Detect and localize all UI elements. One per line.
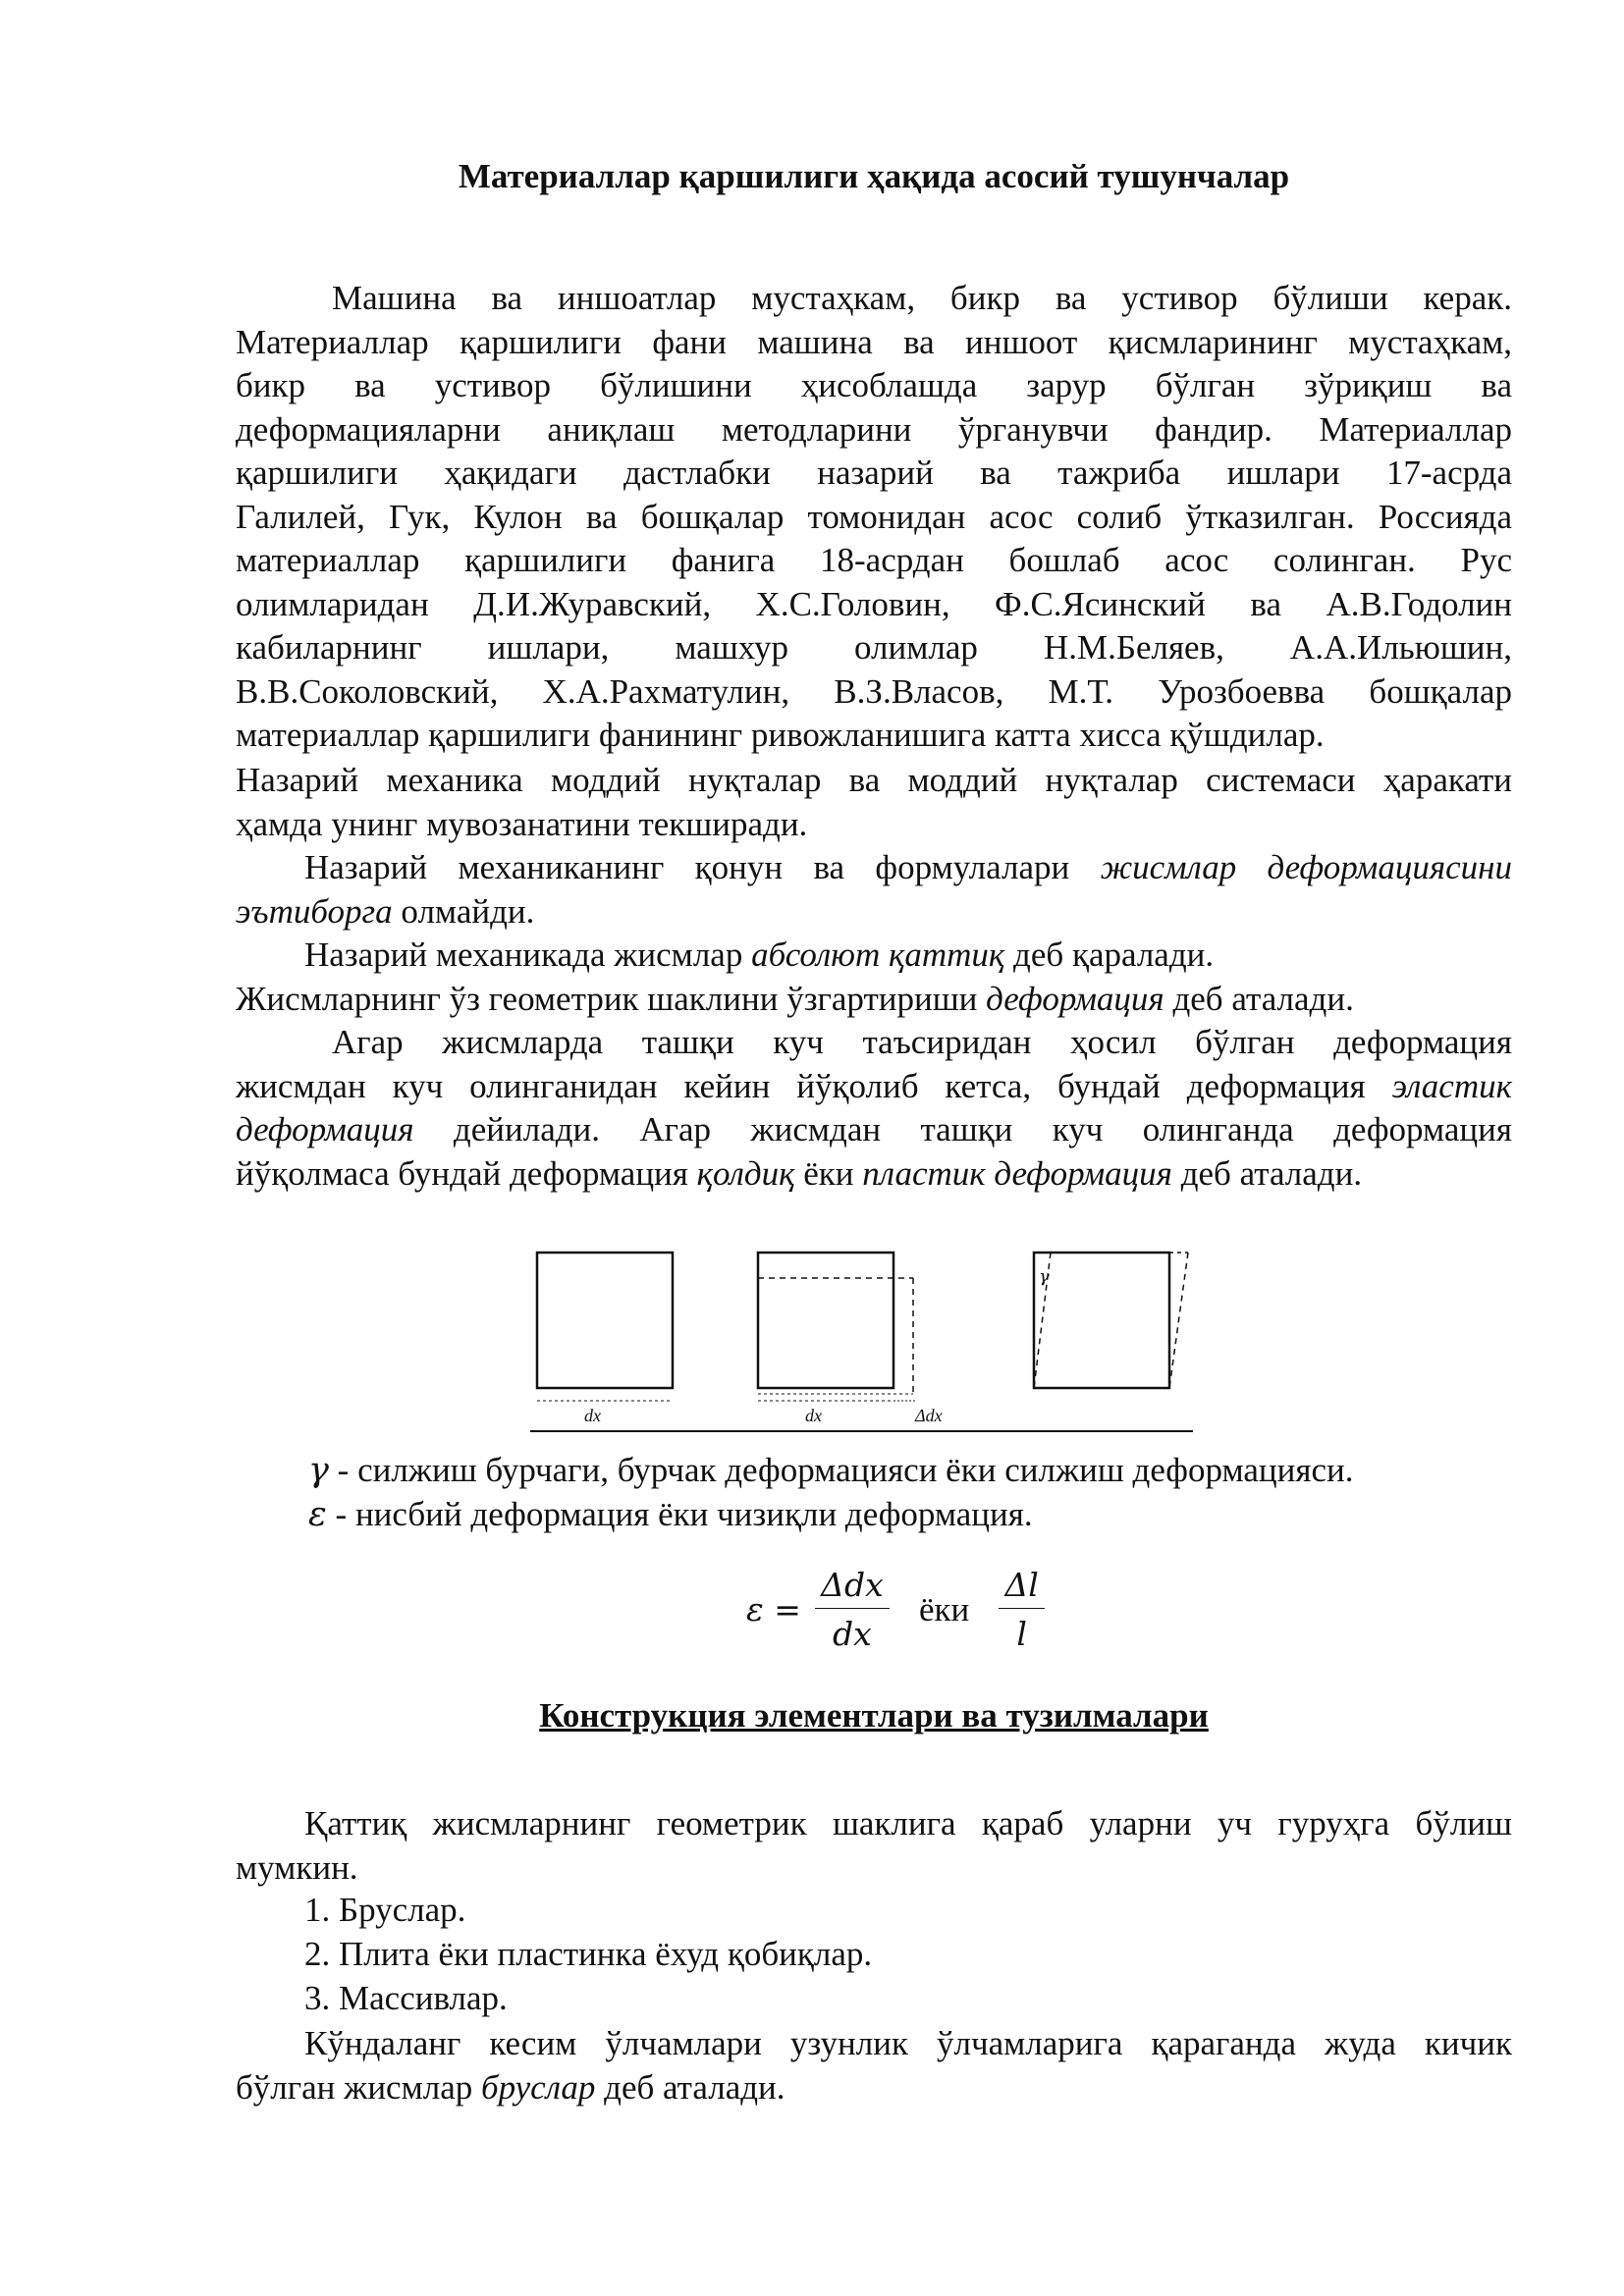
gamma-symbol: γ [308,1451,329,1490]
italic-term: жисмлар деформациясини [1100,848,1512,886]
mechanics-line: ҳамда унинг мувозанатини текширади. [236,804,808,843]
numerator: Δl [999,1566,1044,1609]
italic-term: бруслар [481,2067,596,2107]
sheared-square [1034,1253,1169,1388]
shear-right-dashed [1169,1253,1188,1388]
intro-line: материаллар қаршилиги фанининг ривожланишига катта хисса қўшдилар. [236,716,1325,754]
intro-line: олимларидан Д.И.Журавский, Х.С.Головин, Ф.С.Ясинский ва А.В.Годолин [236,584,1512,623]
deformation-line: Жисмларнинг ўз геометрик шаклини ўзгартириши деформация деб аталади. [236,979,1354,1018]
list-item: 2. Плита ёки пластинка ёхуд қобиқлар. [304,1935,873,1973]
document-title: Материаллар қаршилиги ҳақида асосий тушунчалар [458,157,1290,195]
intro-line: кабиларнинг ишлари, машхур олимлар Н.М.Беляев, А.А.Ильюшин, [236,628,1512,667]
gamma-label: γ [1039,1266,1050,1287]
law-paragraph [236,846,1512,934]
intro-line: қаршилиги ҳақидаги дастлабки назарий ва тажриба ишлари 17-асрда [236,454,1512,492]
intro-line: Материаллар қаршилиги фани машина ва иншоот қисмларининг мустаҳкам, [236,322,1512,361]
formula-lhs: ε = [746,1590,801,1629]
formula-or-word: ёки [918,1589,970,1629]
dx-label: dx [805,1406,822,1425]
dx-label: dx [584,1406,601,1425]
elastic-line: йўқолмаса бундай деформация қолдиқ ёки пластик деформация деб аталади. [236,1153,1363,1193]
italic-term: қолдиқ [696,1153,795,1193]
intro-paragraph [236,277,1512,758]
italic-term: деформация [236,1110,414,1148]
section-title: Конструкция элементлари ва тузилмалари [539,1696,1209,1735]
fraction-1 [815,1566,890,1653]
intro-line: деформацияларни аниқлаш методларини ўрганувчи фандир. Материаллар [236,409,1512,449]
original-square [537,1253,673,1388]
fraction-2 [999,1566,1044,1653]
intro-line: материаллар қаршилиги фанига 18-асрдан бошлаб асос солинган. Рус [236,541,1512,579]
numerator: Δdx [815,1566,890,1609]
intro-line: бикр ва устивор бўлишини ҳисоблашда зарур бўлган зўриқиш ва [236,366,1512,404]
stretched-square [758,1253,893,1388]
italic-term: эътиборга [236,891,393,931]
list-item: 1. Бруслар. [304,1891,466,1929]
elastic-line: жисмдан куч олинганидан кейин йўқолиб кетса, бундай деформация эластик [236,1066,1512,1105]
mechanics-paragraph [236,759,1512,846]
denominator: l [1016,1615,1027,1653]
intro-line: Галилей, Гук, Кулон ва бошқалар томонидан асос солиб ўтказилган. Россияда [236,497,1512,536]
intro-line: Машина ва иншоатлар мустаҳкам, бикр ва устивор бўлиши керак. [332,279,1512,317]
italic-term: эластик [1391,1066,1512,1105]
elastic-line: деформация дейилади. Агар жисмдан ташқи куч олинганда деформация [236,1110,1512,1148]
groups-line: Қаттиқ жисмларнинг геометрик шаклига қараб уларни уч гуруҳга бўлиш [304,1804,1512,1842]
italic-term: деформация [986,979,1164,1018]
mechanics-line: Назарий механика моддий нуқталар ва моддий нуқталар системаси ҳаракати [236,761,1512,799]
elastic-paragraph [236,1021,1512,1196]
bars-line: бўлган жисмлар бруслар деб аталади. [236,2067,785,2107]
intro-line: В.В.Соколовский, Х.А.Рахматулин, В.З.Власов, М.Т. Урозбоевва бошқалар [236,671,1512,711]
bars-paragraph [236,2022,1512,2109]
epsilon-symbol: ε [308,1495,327,1534]
gamma-definition: γ - силжиш бурчаги, бурчак деформацияси ёки силжиш деформацияси. [308,1451,1354,1490]
bars-line: Кўндаланг кесим ўлчамлари узунлик ўлчамларига қараганда жуда кичик [304,2024,1512,2062]
italic-term: абсолют қаттиқ [751,935,1005,974]
groups-line: мумкин. [236,1847,358,1887]
elastic-line: Агар жисмларда ташқи куч таъсиридан ҳосил бўлган деформация [332,1023,1512,1061]
denominator: dx [833,1615,872,1653]
list-item: 3. Массивлар. [304,1979,508,2017]
strain-formula [746,1566,1045,1653]
deformation-figure [530,1239,1453,1435]
italic-term: пластик деформация [862,1153,1172,1193]
epsilon-definition: ε - нисбий деформация ёки чизиқли деформация. [308,1495,1033,1534]
groups-paragraph [236,1802,1512,1890]
delta-dx-label: Δdx [915,1406,943,1425]
law-line-1: Назарий механиканинг қонун ва формулалари жисмлар деформациясини [304,848,1512,886]
law-line-2: эътиборга олмайди. [236,891,535,931]
absolute-line: Назарий механикада жисмлар абсолют қаттиқ деб қаралади. [304,935,1215,974]
absolute-rigid-paragraph [236,934,1512,1021]
